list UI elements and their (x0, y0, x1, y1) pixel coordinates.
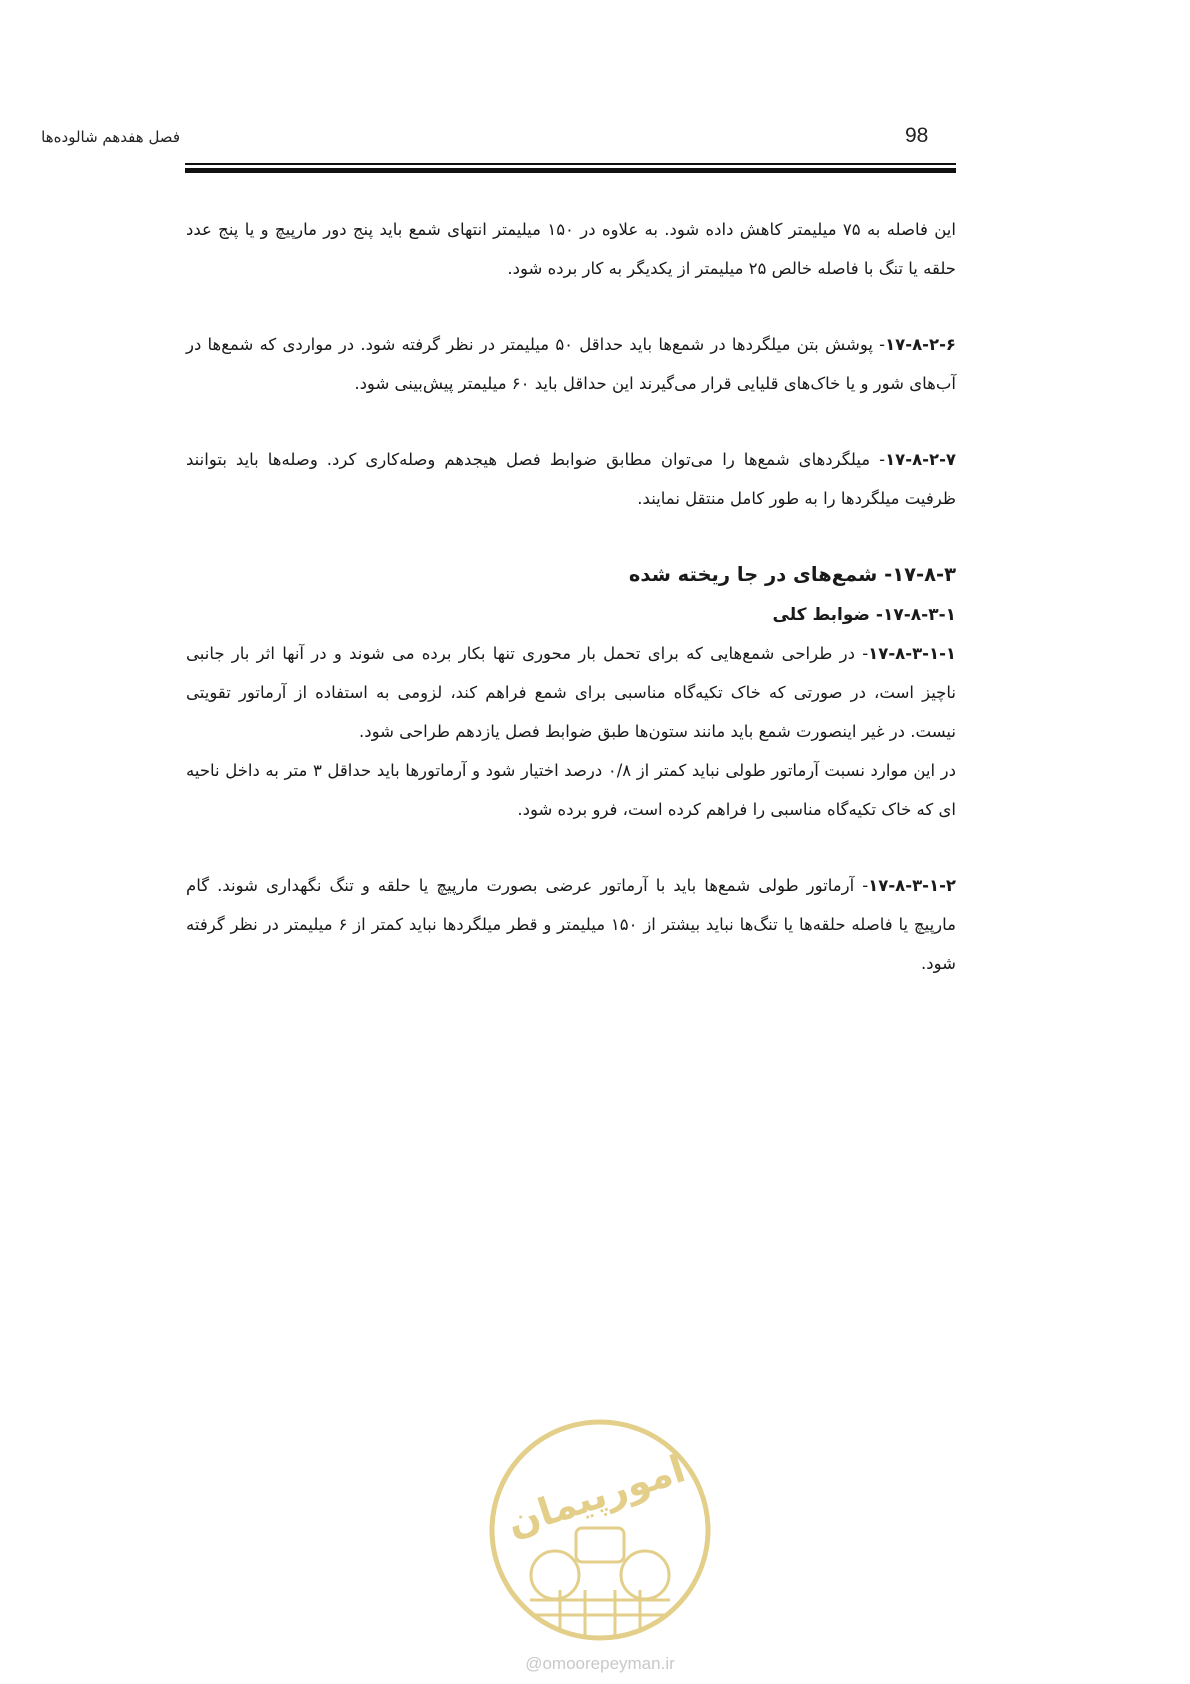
watermark-logo (480, 1410, 720, 1650)
clause-text: - میلگردهای شمع‌ها را می‌توان مطابق ضوابط فصل هیجدهم وصله‌کاری کرد. وصله‌ها باید بتوانند ظرفیت میلگردها را به طور کامل منتقل نمایند. (186, 450, 956, 508)
logo-text: امورپیمان (501, 1446, 691, 1546)
paragraph-continuation: این فاصله به ۷۵ میلیمتر کاهش داده شود. به علاوه در ۱۵۰ میلیمتر انتهای شمع باید پنج دور مارپیچ و یا پنج عدد حلقه یا تنگ با فاصله خالص ۲۵ میلیمتر از یکدیگر به کار برده شود. (186, 220, 956, 278)
clause-17-8-3-1-2 (186, 866, 956, 983)
running-header-title: فصل هفدهم شالوده‌ها (41, 128, 180, 146)
clause-number: ۱۷-۸-۳-۱-۱ (868, 644, 956, 663)
clause-number: ۱۷-۸-۲-۶ (885, 335, 956, 354)
watermark-site: @omoorepeyman.ir (525, 1654, 675, 1673)
section-heading: ۱۷-۸-۳- شمع‌های در جا ریخته شده (628, 563, 956, 586)
clause-17-8-2-7 (186, 440, 956, 518)
clause-text: - در طراحی شمع‌هایی که برای تحمل بار محوری تنها بکار برده می شوند و در آنها اثر بار جانبی ناچیز است، در صورتی که خاک تکیه‌گاه مناسبی برای شمع فراهم کند، لزومی به استفاده از آرماتور تقویتی نیست. در غیر اینصورت شمع باید مانند ستون‌ها طبق ضوابط فصل یازدهم طراحی شود. (186, 644, 956, 741)
header-rule-thick (185, 168, 956, 173)
logo-gears (530, 1528, 670, 1635)
clause-text: - آرماتور طولی شمع‌ها باید با آرماتور عرضی بصورت مارپیچ یا حلقه و تنگ نگهداری شوند. گام مارپیچ یا فاصله حلقه‌ها یا تنگ‌ها نباید بیشتر از ۱۵۰ میلیمتر و قطر میلگردها نباید کمتر از ۶ میلیمتر در نظر گرفته شود. (186, 876, 956, 973)
subsection-heading: ۱۷-۸-۳-۱- ضوابط کلی (772, 605, 956, 625)
clause-number: ۱۷-۸-۲-۷ (885, 450, 956, 469)
clause-17-8-3-1-1-continued: در این موارد نسبت آرماتور طولی نباید کمتر از ۰/۸ درصد اختیار شود و آرماتورها باید حداقل ۳ متر به داخل ناحیه ای که خاک تکیه‌گاه مناسبی را فراهم کرده است، فرو برده شود. (186, 761, 956, 819)
header-rule-thin (185, 163, 956, 165)
clause-number: ۱۷-۸-۳-۱-۲ (868, 876, 956, 895)
clause-17-8-3-1-1 (186, 634, 956, 751)
page-number: 98 (905, 124, 929, 147)
page-body (186, 210, 956, 983)
clause-17-8-2-6 (186, 325, 956, 403)
clause-text: - پوشش بتن میلگردها در شمع‌ها باید حداقل ۵۰ میلیمتر در نظر گرفته شود. در مواردی که شمع‌ها در آب‌های شور و یا خاک‌های قلیایی قرار می‌گیرند این حداقل باید ۶۰ میلیمتر پیش‌بینی شود. (186, 335, 956, 393)
